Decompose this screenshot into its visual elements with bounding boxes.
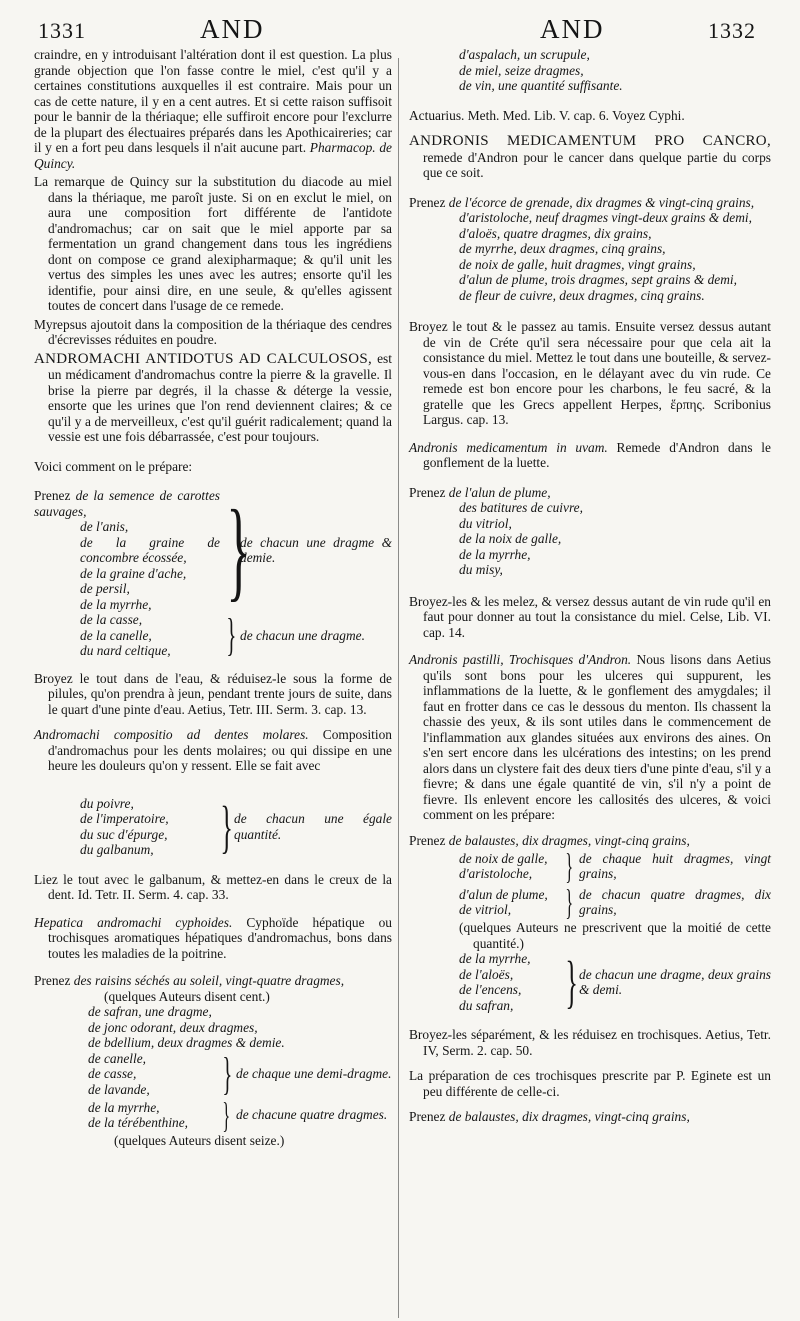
recipe-note: de chacune quatre dragmes. bbox=[236, 1107, 388, 1123]
recipe-block bbox=[34, 488, 392, 659]
entry-heading: Hepatica andromachi cyphoides. bbox=[34, 914, 233, 930]
entry-andronis-uvam: Andronis medicamentum in uvam. Remede d'Andron dans le gonflement de la luette. bbox=[409, 439, 771, 470]
entry-andronis-cancro: ANDRONIS MEDICAMENTUM PRO CANCRO, remede d'Andron pour le cancer dans quelque partie du corps que ce soit. bbox=[409, 133, 771, 180]
entry-andronis-pastilli: Andronis pastilli, Trochisques d'Andron. Nous lisons dans Aetius qu'ils sont bons pour les ulceres qui suppurent, les inflammations de la luette, & le gonflement des amygdales; il faut en frotter dans ce cas le dessous du menton. Ils chassent la chassie des yeux, & ils sont utiles dans le commencement de l'inflammation aux glandes situées aux environs des aines. On s'en sert encore dans les ulcérations des intestins; on les prend alors dans un clystere fait des deux tiers d'une pinte d'eau, s'il y a fievre; & dans une égale quantité de vin, s'il n'y a point de fievre. Ils enlevent encore les callosités des ulceres, & voici comment on les prépare: bbox=[409, 652, 771, 822]
recipe-group: de noix de galle, d'aristoloche, } de chaque huit dragmes, vingt grains, bbox=[459, 846, 771, 886]
entry-heading: ANDROMACHI ANTIDOTUS AD CALCULOSOS, bbox=[34, 350, 373, 367]
brace: } bbox=[565, 846, 574, 886]
entry-hepatica: Hepatica andromachi cyphoides. Cyphoïde hépatique ou trochisques aromatiques hépatiques d'andromachus, bons dans toutes les maladies de la poitrine. bbox=[34, 914, 392, 961]
recipe-group: Prenez de la semence de carottes sauvages, de l'anis, de la graine de concombre écossée, de la graine d'ache, de persil, de la myrrhe, } de chacun une dragme & demie. bbox=[34, 488, 392, 612]
paragraph: La préparation de ces trochisques prescrite par P. Eginete est un peu différente de celle-ci. bbox=[409, 1068, 771, 1099]
entry-compositio-dentes: Andromachi compositio ad dentes molares. Composition d'andromachus pour les dents molaires; ou qui dissipe en une heure les douleurs qu'on y ressent. Elle se fait avec bbox=[34, 727, 392, 773]
running-head-left: AND bbox=[200, 14, 265, 44]
recipe-note: de chacun une égale quantité. bbox=[234, 811, 392, 842]
recipe-block: Prenez de balaustes, dix dragmes, vingt-cinq grains, de noix de galle, d'aristoloche, } de chaque huit dragmes, vingt grains, d'alun de plume, de vitriol, } de chacun quatre dragmes, dix grains, (quelques Auteurs ne prescrivent que la moitié de cette quantité.) de la myrrhe, de l'aloës, de l'encens, du safran, } de chacun une dragme, deux grains & demi. bbox=[409, 832, 771, 1014]
column-divider bbox=[398, 58, 399, 1318]
running-head-right: AND bbox=[540, 14, 605, 44]
right-column bbox=[409, 47, 771, 1131]
reference: Pharmacop. de Quincy. bbox=[34, 140, 392, 171]
entry-heading: Andronis medicamentum in uvam. bbox=[409, 439, 608, 455]
recipe-note: de chacun une dragme & demie. bbox=[240, 534, 392, 565]
page-number-right: 1332 bbox=[708, 18, 756, 43]
recipe-group: du poivre, de l'imperatoire, du suc d'épurge, du galbanum, } de chacun une égale quantité. bbox=[80, 793, 392, 859]
recipe-note: de chacun une dragme, deux grains & demi. bbox=[579, 966, 771, 997]
brace: } bbox=[565, 882, 574, 922]
entry-heading: Andronis pastilli, Trochisques d'Andron. bbox=[409, 652, 632, 667]
recipe-group: de canelle, de casse, de lavande, } de chaque une demi-dragme. bbox=[88, 1047, 392, 1099]
reference: Actuarius. Meth. Med. Lib. V. cap. 6. Voyez Cyphi. bbox=[409, 107, 685, 123]
page-number-left: 1331 bbox=[38, 18, 86, 43]
recipe-group: de la myrrhe, de la térébenthine, } de chacune quatre dragmes. bbox=[34, 1097, 392, 1133]
recipe-group: de la casse, de la canelle, du nard celtique, } de chacun une dragme. bbox=[34, 612, 392, 659]
recipe-block: Prenez de l'alun de plume, des batitures de cuivre, du vitriol, de la noix de galle, de la myrrhe, du misy, bbox=[409, 484, 583, 577]
paragraph: Broyez le tout & le passez au tamis. Ensuite versez dessus autant de vin de Créte qu'il sera nécessaire pour que cela ait la consistance du miel. Mettez le tout dans une bouteille, & servez-vous-en dans l'occasion, en le délayant avec du vin rude. Ce remede est bon encore pour les charbons, le feu sacré, & la gratelle que les Grecs appellent Herpes, ἕρπης. Scribonius Largus. cap. 13. bbox=[409, 319, 771, 427]
entry-heading: ANDRONIS MEDICAMENTUM PRO CANCRO, bbox=[409, 133, 771, 149]
brace: } bbox=[226, 609, 237, 661]
paragraph: Voici comment on le prépare: bbox=[34, 458, 193, 474]
entry-heading: Andromachi compositio ad dentes molares. bbox=[34, 727, 309, 742]
brace: } bbox=[565, 949, 578, 1014]
brace: } bbox=[220, 793, 233, 859]
recipe-note: de chacun une dragme. bbox=[240, 627, 365, 643]
brace: } bbox=[226, 488, 251, 612]
paragraph: Broyez le tout dans de l'eau, & réduisez-le sous la forme de pilules, qu'on prendra à jeun, pendant trente jours de suite, dans le quart d'une pinte d'eau. Aetius, Tetr. III. Serm. 3. cap. 13. bbox=[34, 670, 392, 717]
paragraph: Broyez-les & les melez, & versez dessus autant de vin rude qu'il en faut pour donner au tout la consistance du miel. Celse, Lib. VI. cap. 14. bbox=[409, 593, 771, 640]
recipe-block bbox=[34, 793, 392, 859]
recipe-group: d'alun de plume, de vitriol, } de chacun quatre dragmes, dix grains, bbox=[459, 882, 771, 922]
recipe-start: Prenez de balaustes, dix dragmes, vingt-cinq grains, bbox=[409, 1109, 690, 1124]
recipe-group: de la myrrhe, de l'aloës, de l'encens, du safran, } de chacun une dragme, deux grains & demi. bbox=[459, 949, 771, 1014]
paragraph: Myrepsus ajoutoit dans la composition de la thériaque des cendres d'écrevisses réduites en poudre. bbox=[34, 316, 392, 347]
paragraph: Broyez-les séparément, & les réduisez en trochisques. Aetius, Tetr. IV, Serm. 2. cap. 50. bbox=[409, 1027, 771, 1058]
brace: } bbox=[222, 1047, 233, 1099]
paragraph: Liez le tout avec le galbanum, & mettez-en dans le creux de la dent. Id. Tetr. II. Serm. 4. cap. 33. bbox=[34, 871, 392, 902]
paragraph: La remarque de Quincy sur la substitution du diacode au miel dans la thériaque, me paroît juste. Si on en exclut le miel, on aura une composition fort différente de l'antidote d'andromachus; car on sait que le miel apporte par sa fermentation un grand changement dans tous les ingrédiens dont on compose ce grand alexipharmaque; & qu'il unit les vertus des simples les unes avec les autres; ensorte qu'il les identifie, pour ainsi dire, en une seule, & qu'elles agissent toutes de concert dans l'usage de ce remede. bbox=[34, 174, 392, 313]
recipe-block: Prenez des raisins séchés au soleil, vingt-quatre dragmes, (quelques Auteurs disent cent.) de safran, une dragme, de jonc odorant, deux dragmes, de bdellium, deux dragmes & demie. de canelle, de casse, de lavande, } de chaque une demi-dragme. de la myrrhe, de la térébenthine, } de chacune quatre dragmes. (quelques Auteurs disent seize.) bbox=[34, 973, 392, 1148]
recipe-note: de chaque une demi-dragme. bbox=[236, 1066, 392, 1081]
recipe-note: de chacun quatre dragmes, dix grains, bbox=[579, 886, 771, 917]
entry-andromachi-antidotus: ANDROMACHI ANTIDOTUS AD CALCULOSOS, est un médicament d'andromachus contre la pierre & la gravelle. Il brise la pierre par degrés, il la chasse & déterge la vessie, ensorte que les urines que l'on rend deviennent claires; & ce qu'il y a de merveilleux, c'est qu'il guérit radicalement; quand la vessie est une fois débarrassée, c'est pour toujours. bbox=[34, 350, 392, 444]
recipe-continuation: d'aspalach, un scrupule, de miel, seize dragmes, de vin, une quantité suffisante. bbox=[459, 47, 623, 93]
left-column bbox=[34, 47, 392, 1157]
paragraph: craindre, en y introduisant l'altération dont il est question. La plus grande objection que l'on fasse contre le miel, c'est qu'il y a certaines constitutions auxquelles il est contraire. Mais pour un cas de cette nature, il y en a cent autres. Et si cette raison suffisoit pour le bannir de la thériaque; elle suffiroit encore pour l'exclurre de la plupart des électuaires préparés dans les Apothicaireries; car il y en a fort peu dans lesquels il n'ait aucune part. Pharmacop. de Quincy. bbox=[34, 47, 392, 171]
recipe-block: Prenez de l'écorce de grenade, dix dragmes & vingt-cinq grains, d'aristoloche, neuf dragmes vingt-deux grains & demi, d'aloës, quatre dragmes, dix grains, de myrrhe, deux dragmes, cinq grains, de noix de galle, huit dragmes, vingt grains, d'alun de plume, trois dragmes, sept grains & demi, de fleur de cuivre, deux dragmes, cinq grains. bbox=[409, 194, 755, 303]
recipe-note: de chaque huit dragmes, vingt grains, bbox=[579, 850, 771, 881]
brace: } bbox=[222, 1095, 231, 1135]
